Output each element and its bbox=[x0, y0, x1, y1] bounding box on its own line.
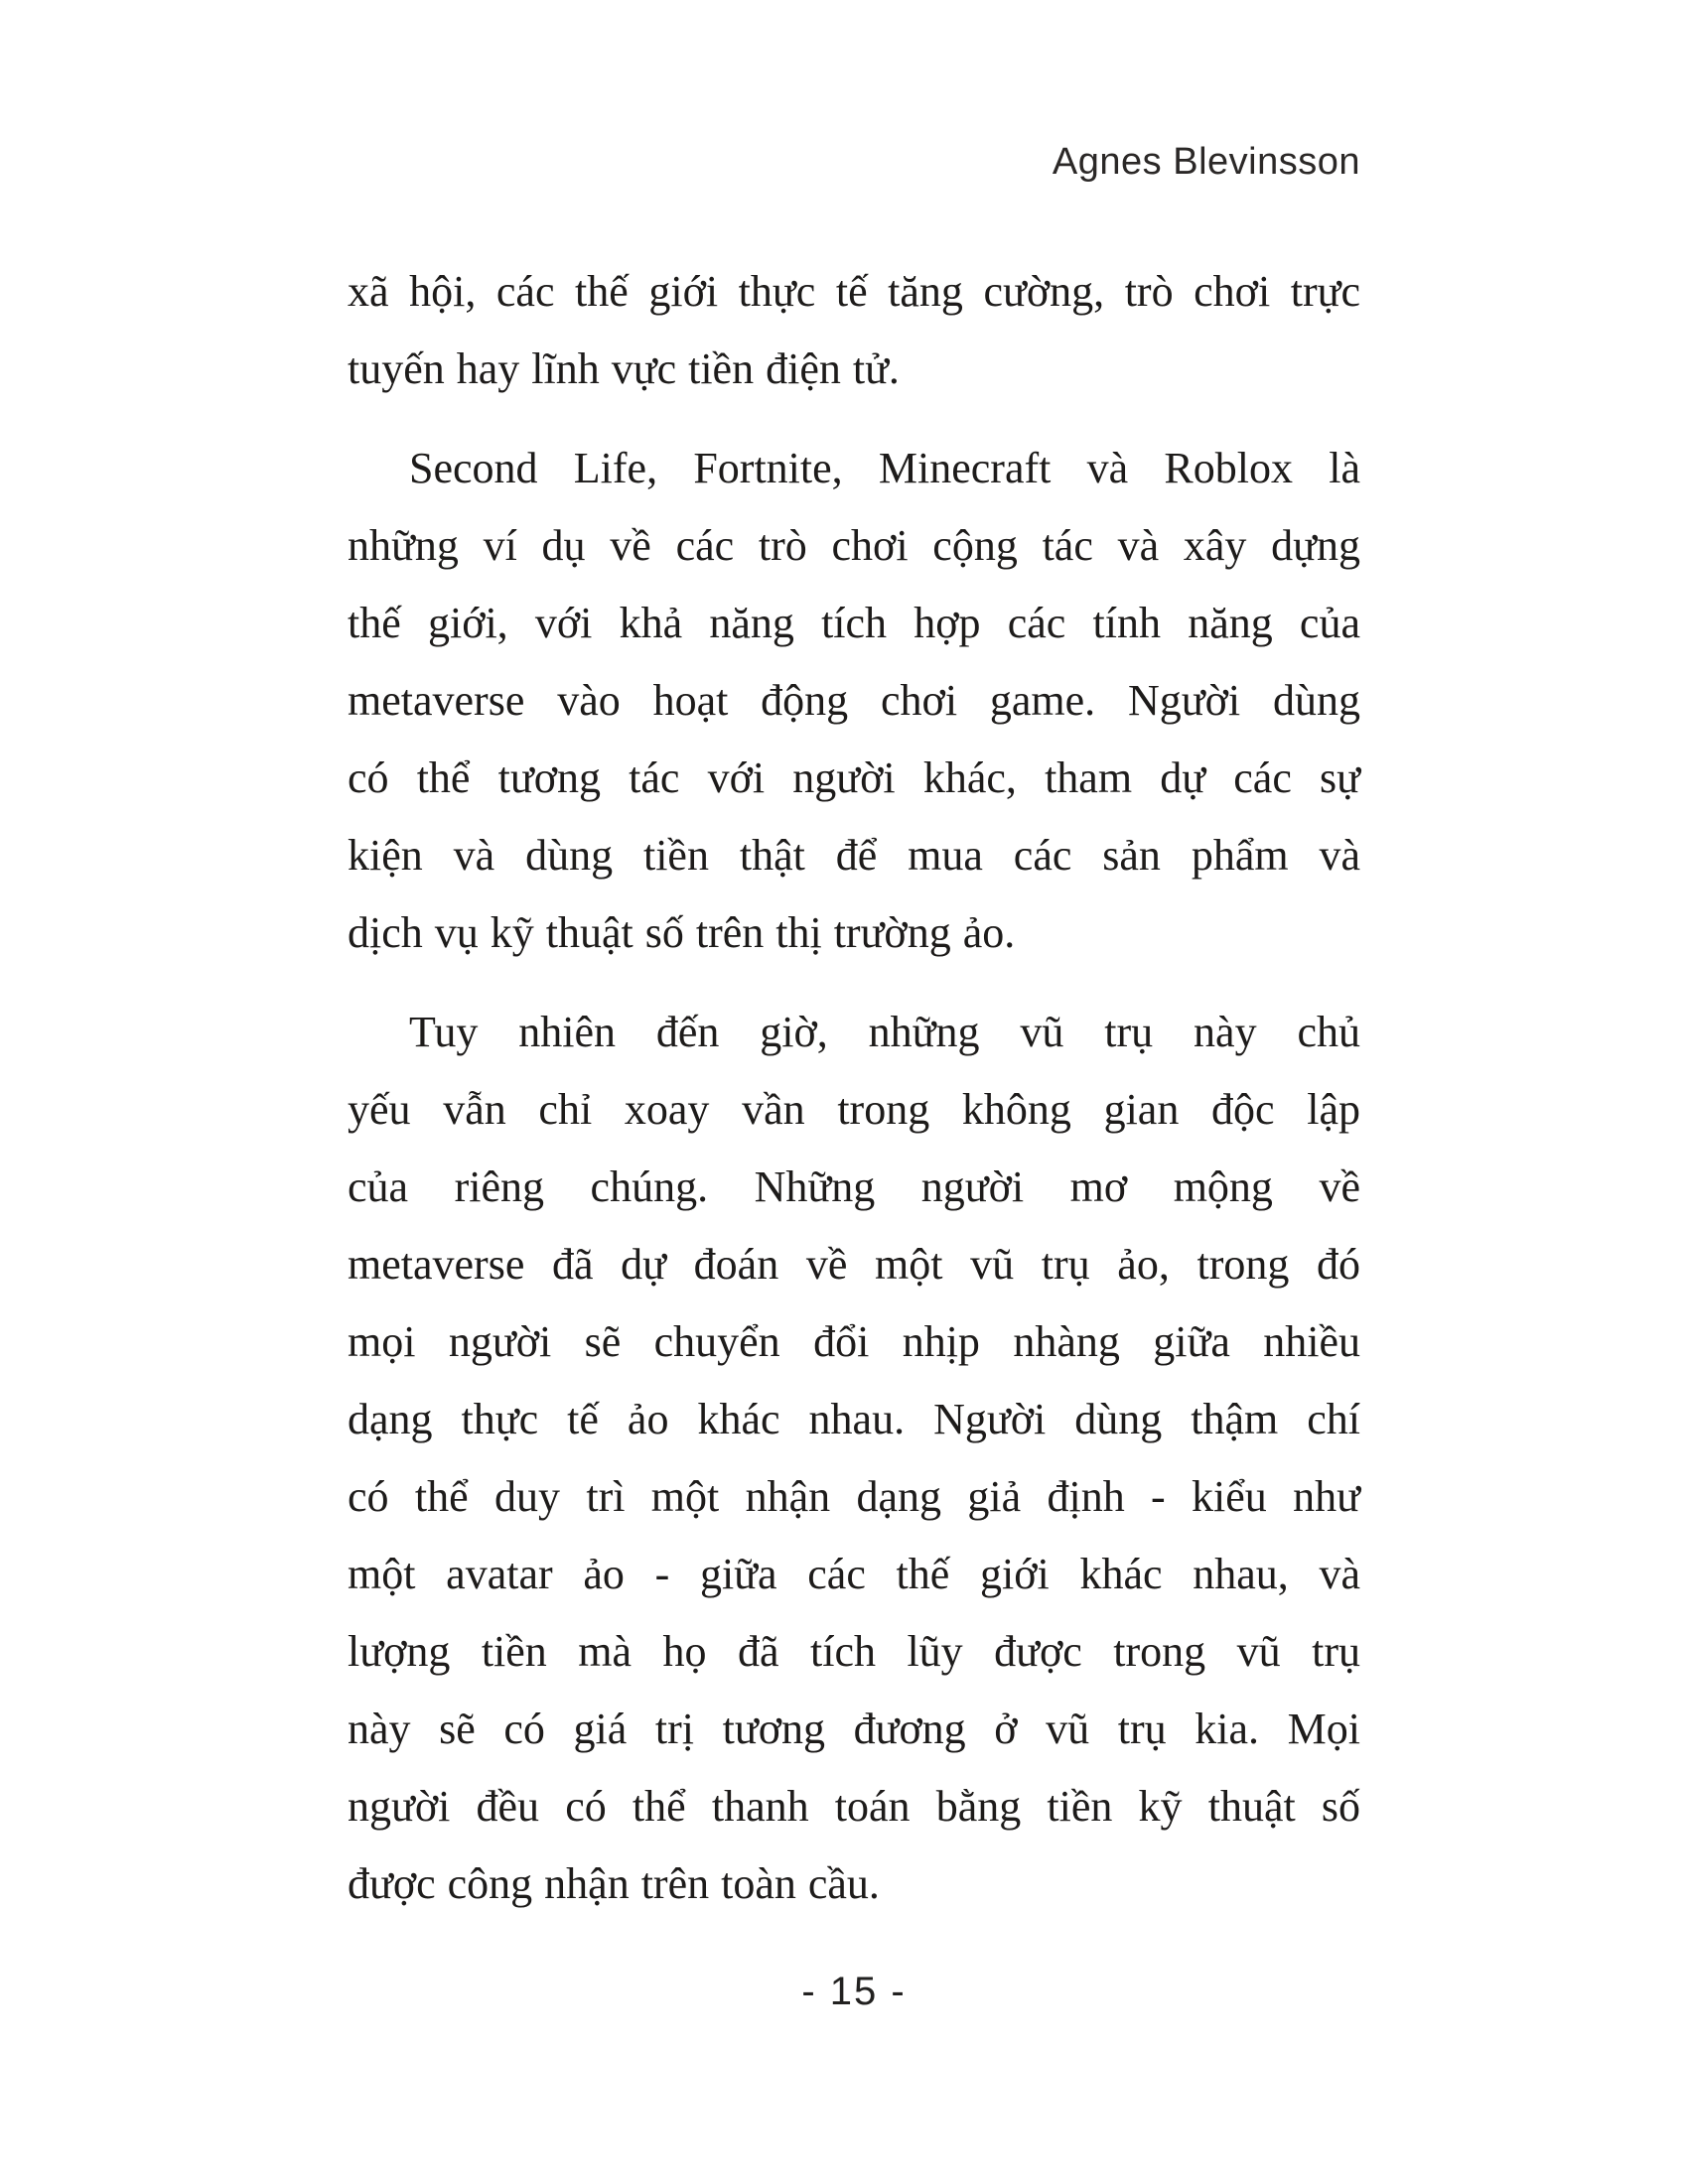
paragraph bbox=[348, 253, 1360, 408]
running-header bbox=[348, 139, 1360, 185]
paragraph bbox=[348, 430, 1360, 972]
text-line: thế giới, với khả năng tích hợp các tính năng của bbox=[348, 599, 1360, 647]
text-line: Tuy nhiên đến giờ, những vũ trụ này chủ bbox=[409, 1008, 1360, 1056]
text-line: có thể duy trì một nhận dạng giả định - kiểu như bbox=[348, 1472, 1360, 1521]
text-line: metaverse đã dự đoán về một vũ trụ ảo, trong đó bbox=[348, 1240, 1360, 1289]
body-text bbox=[348, 253, 1360, 1923]
text-line: lượng tiền mà họ đã tích lũy được trong vũ trụ bbox=[348, 1627, 1360, 1676]
text-line: dịch vụ kỹ thuật số trên thị trường ảo. bbox=[348, 908, 1016, 957]
text-line: một avatar ảo - giữa các thế giới khác nhau, và bbox=[348, 1550, 1360, 1598]
text-line: người đều có thể thanh toán bằng tiền kỹ thuật số bbox=[348, 1782, 1360, 1831]
text-line: Second Life, Fortnite, Minecraft và Roblox là bbox=[409, 444, 1360, 492]
page-footer bbox=[348, 1968, 1360, 2015]
text-line: dạng thực tế ảo khác nhau. Người dùng thậm chí bbox=[348, 1395, 1360, 1443]
paragraph bbox=[348, 994, 1360, 1923]
text-line: tuyến hay lĩnh vực tiền điện tử. bbox=[348, 344, 900, 393]
text-line: metaverse vào hoạt động chơi game. Người dùng bbox=[348, 676, 1360, 725]
text-line: này sẽ có giá trị tương đương ở vũ trụ kia. Mọi bbox=[348, 1705, 1360, 1753]
text-line: những ví dụ về các trò chơi cộng tác và xây dựng bbox=[348, 521, 1360, 570]
text-line: mọi người sẽ chuyển đổi nhịp nhàng giữa nhiều bbox=[348, 1317, 1360, 1366]
text-line: có thể tương tác với người khác, tham dự các sự bbox=[348, 753, 1360, 802]
text-line: yếu vẫn chỉ xoay vần trong không gian độc lập bbox=[348, 1085, 1360, 1134]
text-line: được công nhận trên toàn cầu. bbox=[348, 1859, 880, 1908]
text-line: xã hội, các thế giới thực tế tăng cường, trò chơi trực bbox=[348, 267, 1360, 316]
author-name: Agnes Blevinsson bbox=[1052, 141, 1360, 183]
page-number: - 15 - bbox=[801, 1970, 907, 2013]
text-line: của riêng chúng. Những người mơ mộng về bbox=[348, 1162, 1360, 1211]
text-line: kiện và dùng tiền thật để mua các sản phẩm và bbox=[348, 831, 1360, 880]
